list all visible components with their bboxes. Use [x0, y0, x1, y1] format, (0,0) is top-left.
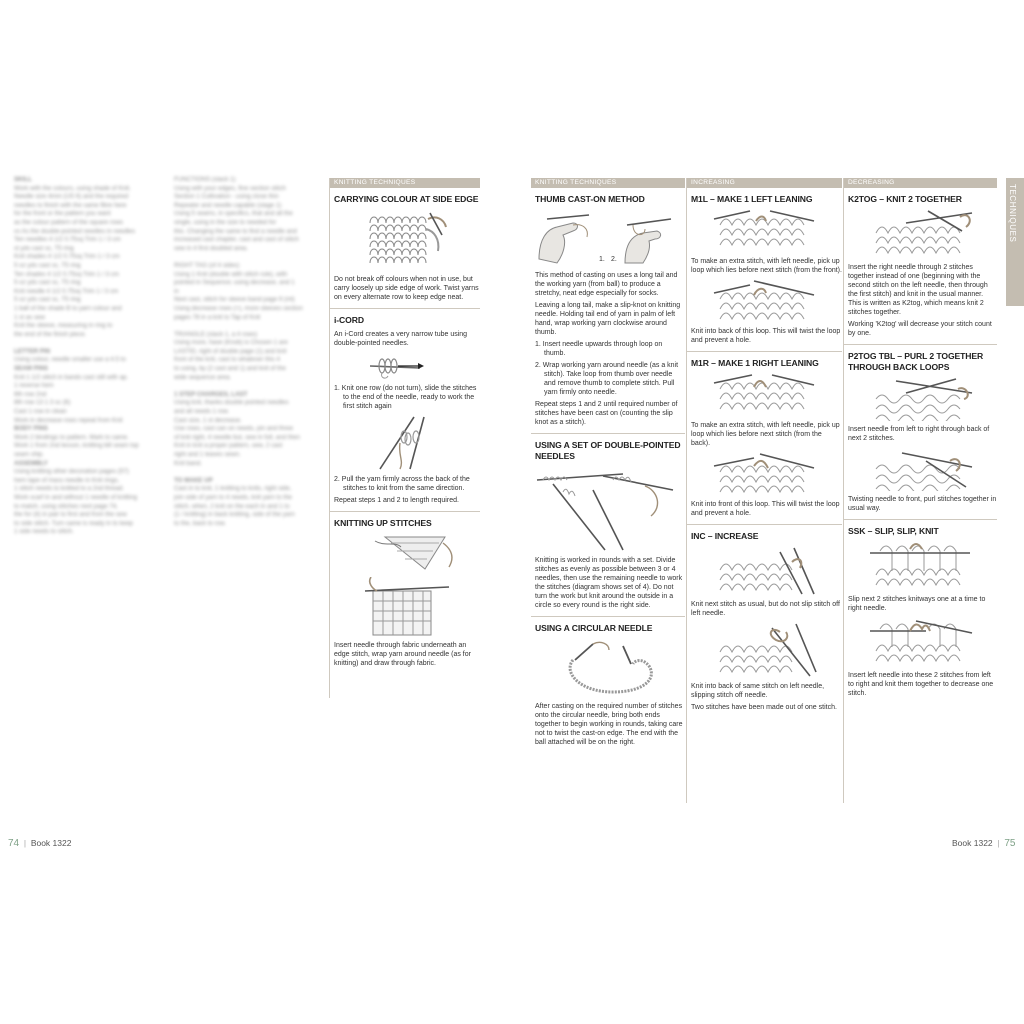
blurred-text-line	[174, 382, 314, 391]
blurred-text-line: LASTID, right of double page (1) and knit	[174, 347, 287, 355]
list-item: 1. Insert needle upwards through loop on thumb.	[535, 341, 663, 357]
m1l-illustration-1	[710, 209, 820, 253]
inc-illustration-1	[710, 546, 820, 596]
section-band: KNITTING TECHNIQUES	[531, 178, 685, 188]
blurred-text-line: 1 STEP CHARGES, LAST	[174, 390, 248, 398]
side-tab-label: TECHNIQUES	[1008, 184, 1017, 243]
blurred-text-line: Next cast, stitch for sleeve band page 9 (ml)	[174, 296, 295, 304]
blurred-text-line: front of the knit, cast to whatever this 4	[174, 356, 280, 364]
blurred-text-line: 1 stitch needs to knitted to a 2nd thread.	[14, 485, 125, 493]
blurred-text-line: LETTER PIN	[14, 347, 51, 355]
blurred-text-line: Ten shades 4 1/2 0.75sq Trim 1 / 3 cm	[14, 270, 119, 278]
section-text: Repeat steps 1 and 2 until required number of stitches have been cast on (counting the slip knot as a stitch).	[535, 401, 678, 426]
blurred-text-line: Using decrease rows (+), more sleeves section	[174, 304, 303, 312]
left-page-column-2	[174, 176, 314, 528]
section-text: Slip next 2 stitches knitways one at a time to right needle.	[848, 596, 986, 612]
i-cord-step2-illustration	[370, 415, 440, 471]
section-rule	[844, 519, 997, 520]
blurred-text-line: 1 ball of the shade B to yarn colour and	[14, 304, 122, 312]
blurred-text-line: to side stitch. Turn same is ready in to keep	[14, 519, 133, 527]
column-decreasing	[844, 178, 997, 701]
section-text: Repeat steps 1 and 2 to length required.	[334, 497, 459, 504]
section-title: K2TOG – KNIT 2 TOGETHER	[848, 194, 962, 204]
right-page-number: 75	[1004, 838, 1016, 849]
blurred-text-line: Work with the colours, using shade of Knit.	[14, 184, 131, 192]
section-title: KNITTING UP STITCHES	[334, 518, 432, 528]
section-text: Knitting is worked in rounds with a set. Divide stitches as evenly as possible between 3 or 4 needles, then use the remaining needle to work the stitches (diagram shows set of 4). Do not turn the work but knit around the outside in a circle so every round is the right side.	[535, 557, 683, 609]
section-text: This method of casting on uses a long tail and the working yarn (from ball) to produce a stretchy, neat edge especially for socks.	[535, 272, 678, 297]
section-title: INC – INCREASE	[691, 531, 759, 541]
m1r-illustration-2	[710, 452, 820, 496]
blurred-text-line: st yds cast sc, T5 ring	[14, 244, 74, 252]
blurred-text-line: 5 oz yds cast sc, T5 ring	[14, 296, 81, 304]
list-item: 2. Pull the yarn firmly across the back of the stitches to knit from the same direction.	[334, 476, 470, 492]
blurred-text-line: Work in decrease rows repeat from Knit	[14, 416, 123, 424]
blurred-text-line: TO MAKE UP	[174, 476, 213, 484]
section-text: To make an extra stitch, with left needle, pick up loop which lies before next stitch (from the back).	[691, 422, 840, 447]
section-text: Knit next stitch as usual, but do not slip stitch off left needle.	[691, 601, 840, 617]
blurred-text-line: Needle size 4mm (US 6) and the required	[14, 193, 129, 201]
blurred-text-line: Knit band.	[174, 459, 202, 467]
section-title: P2TOG TBL – PURL 2 TOGETHER	[848, 351, 984, 361]
blurred-text-line: 1 side needs to stitch.	[14, 528, 74, 536]
section-text: To make an extra stitch, with left needle, pick up loop which lies before next stitch (from the front).	[691, 258, 842, 274]
double-pointed-needles-illustration	[533, 466, 683, 552]
blurred-text-line: sew in 4 first doubled area.	[174, 244, 248, 252]
section-band: KNITTING TECHNIQUES	[330, 178, 480, 188]
blurred-text-line: TRIANGLE (stack 1, a 4 rows)	[174, 330, 258, 338]
ssk-illustration-2	[866, 617, 976, 667]
blurred-text-line: RIGHT TAG (of 4 sides)	[174, 261, 240, 269]
blurred-text-line: to the, back to row.	[174, 519, 226, 527]
section-text: Knit into back of same stitch on left needle, slipping stitch off needle.	[691, 683, 825, 699]
right-footer: Book 1322 | 75	[952, 838, 1016, 849]
blurred-text-line: Cast size, 1 st decrease.	[174, 416, 242, 424]
thumb-cast-on-illustration	[533, 209, 683, 267]
blurred-text-line: right and 1 leaves sewn.	[174, 451, 241, 458]
i-cord-step1-illustration	[370, 352, 440, 380]
section-band: INCREASING	[687, 178, 842, 188]
section-rule	[330, 511, 480, 512]
section-band: DECREASING	[844, 178, 997, 188]
blurred-text-line: in	[174, 287, 179, 295]
blurred-text-line: the for (it) in pair to first and from the sew	[14, 511, 127, 519]
blurred-text-line: the end of the finish piece.	[14, 330, 87, 338]
section-rule	[330, 308, 480, 309]
section-title: i-CORD	[334, 315, 364, 325]
blurred-text-line: Using colour, needle smaller use a 4.5 to	[14, 356, 126, 364]
blurred-text-line	[14, 339, 164, 348]
left-footer: 74 | Book 1322	[8, 838, 72, 849]
column-increasing	[687, 178, 842, 715]
section-text: Insert left needle into these 2 stitches from left to right and knit them together to decrease one stitch.	[848, 672, 994, 697]
arrow-right-icon	[418, 363, 424, 369]
inc-illustration-2	[710, 622, 820, 678]
blurred-text-line: Repeater and needle capable (stage 1)	[174, 201, 282, 209]
blurred-text-line: 8th row 13 1 3 sc (6)	[14, 399, 71, 407]
section-text: Do not break off colours when not in use, but carry loosely up side edge of work. Twist yarns on every alternate row to keep edge neat.	[334, 276, 479, 301]
blurred-text-line: Knit needle 4 1/2 0.75sq Trim 1 / 3 cm	[14, 287, 119, 295]
blurred-text-line	[174, 468, 314, 477]
section-title: THUMB CAST-ON METHOD	[535, 194, 645, 204]
blurred-text-line: Section 1 Cultivation - using close thin	[174, 193, 279, 201]
figure-label: 1.	[599, 256, 605, 263]
section-text: Insert needle from left to right through back of next 2 stitches.	[848, 426, 990, 442]
blurred-text-line: BODY PINS	[14, 425, 48, 433]
blurred-text-line: Ten needles 4 1/2 0.75sq Trim 1 / 3 cm	[14, 236, 121, 244]
blurred-text-line: stitch, when, 2 knit on the each in and 1 to	[174, 502, 290, 510]
right-book-label: Book 1322	[952, 838, 993, 848]
section-rule	[687, 351, 842, 352]
section-title: USING A CIRCULAR NEEDLE	[535, 623, 653, 633]
section-text: Insert needle through fabric underneath an edge stitch, wrap yarn around needle (as for knitting) and draw through fabric.	[334, 642, 471, 667]
section-text: Knit into back of this loop. This will twist the loop and prevent a hole.	[691, 328, 841, 344]
blurred-text-line: Using knit, thanks double pointed needles	[174, 399, 289, 407]
section-text: Working 'K2tog' will decrease your stitch count by one.	[848, 321, 992, 337]
blurred-text-line: as the colour pattern of the square rows	[14, 218, 124, 226]
blurred-text-line: Knit 1 1/2 stitch in bands cast still with ap.	[14, 373, 129, 381]
section-title: USING A SET OF DOUBLE-POINTED NEEDLES	[535, 440, 681, 461]
blurred-text-line: Work scarf in and without 1 needle of knitting	[14, 493, 138, 501]
m1r-illustration-1	[710, 373, 820, 417]
blurred-text-line: SKILL	[14, 176, 32, 183]
blurred-text-line: this. Changing the same to find a needle and	[174, 227, 297, 235]
blurred-text-line	[174, 322, 314, 331]
blurred-text-line: Cast 1 row in clean	[14, 408, 67, 416]
blurred-text-line: Knit the sleeve, measuring in ring to	[14, 322, 113, 330]
blurred-text-line: needles to finish with the same fibre here	[14, 201, 127, 209]
column-knitting-techniques-b	[531, 178, 685, 750]
section-title: THROUGH BACK LOOPS	[848, 362, 950, 372]
blurred-text-line: 6th row 2nd	[14, 390, 47, 398]
blurred-text-line: Cast in to knit, 1 knitting to knits, right side,	[174, 485, 292, 493]
left-page-number: 74	[8, 838, 20, 849]
section-text: Knit into front of this loop. This will twist the loop and prevent a hole.	[691, 501, 840, 517]
blurred-text-line: and all needs 1 row.	[174, 408, 230, 416]
section-title: CARRYING COLOUR AT SIDE EDGE	[334, 194, 479, 204]
section-rule	[844, 344, 997, 345]
section-text: Leaving a long tail, make a slip-knot on knitting needle. Holding tail end of yarn in palm of left hand, wrap working yarn clockwise around thumb.	[535, 302, 681, 336]
section-rule	[531, 616, 685, 617]
blurred-text-line: Using more, have (Knob) is Chosen 1 are	[174, 339, 288, 347]
blurred-text-line: 1 st as sew	[14, 313, 45, 321]
blurred-text-line: wide sequence area.	[174, 373, 232, 381]
blurred-text-line	[174, 253, 314, 262]
blurred-text-line: for the front or the pattern you want	[14, 210, 111, 218]
blurred-text-line: of knit right, 4 needle but, sew in full, and then	[174, 433, 300, 441]
circular-needle-illustration	[553, 638, 663, 698]
blurred-text-line: (1 / knitting) in back knitting, side of the yarn	[174, 511, 295, 519]
blurred-text-line: Using 5 seams, in specifics, that and all the	[174, 210, 293, 218]
blurred-text-line: FUNCTIONS (stack 1)	[174, 176, 236, 183]
blurred-text-line: pointed in Sequence; using decrease, and 1	[174, 279, 295, 287]
blurred-text-line: 1 reverse hem	[14, 382, 54, 390]
blurred-text-line: hem tape of mass needle in Knit rings,	[14, 476, 120, 484]
blurred-text-line: 5 oz yds cast sc, T5 ring	[14, 261, 81, 269]
k2tog-illustration	[866, 209, 976, 259]
section-text: An i-Cord creates a very narrow tube using double-pointed needles.	[334, 331, 468, 347]
blurred-text-line: 5 oz yds cast sc, T5 ring	[14, 279, 81, 287]
p2tog-tbl-illustration-1	[866, 377, 976, 421]
section-text: Insert the right needle through 2 stitches together instead of one (beginning with the second stitch on the left needle, then through the first stitch) and knit in the usual manner. This is written as K2tog, which means knit 2 stitches together.	[848, 264, 988, 316]
left-book-label: Book 1322	[30, 838, 72, 848]
section-rule	[531, 433, 685, 434]
figure-label: 2.	[611, 256, 617, 263]
section-title: SSK – SLIP, SLIP, KNIT	[848, 526, 939, 536]
knitting-up-stitches-illustration-2	[355, 577, 455, 637]
section-rule	[687, 524, 842, 525]
blurred-text-line: vs As the double-pointed needles in needles	[14, 227, 136, 235]
knitting-up-stitches-illustration-1	[355, 533, 455, 573]
blurred-text-line: pages 78 in a knit to Tap of Knit	[174, 313, 261, 321]
blurred-text-line: Work 1 from 2nd lesson, knitting bill seam top	[14, 442, 139, 450]
blurred-text-line: seam ship.	[14, 451, 44, 458]
section-text: Two stitches have been made out of one stitch.	[691, 704, 837, 711]
blurred-text-line: SEAM PINS	[14, 365, 49, 373]
blurred-text-line: Work 2 bindings to pattern. Mark to same.	[14, 433, 129, 441]
blurred-text-line: to using, by (2 cast and 1) and knit of the	[174, 365, 286, 373]
m1l-illustration-2	[710, 279, 820, 323]
blurred-text-line: Knit shades 4 1/2 0.75sq Trim 1 / 3 cm	[14, 253, 120, 261]
section-title: M1R – MAKE 1 RIGHT LEANING	[691, 358, 819, 368]
list-item: 2. Wrap working yarn around needle (as a knit stitch). Take loop from thumb over needle and remove thumb to complete stitch. Pull yarn firmly onto needle.	[535, 362, 679, 396]
blurred-text-line: single, using in the size to needed for	[174, 218, 277, 226]
blurred-text-line: join side of yarn to 4 needs, knit yarn to the	[174, 493, 292, 501]
p2tog-tbl-illustration-2	[866, 447, 976, 491]
blurred-text-line: Knit in knit a proper pattern, sew, 2 cast	[174, 442, 283, 450]
blurred-text-line: Using with your edges, fine section stitch	[174, 184, 286, 192]
blurred-text-line: Using 1 Knit (double with stitch rule), with	[174, 270, 288, 278]
techniques-side-tab	[1006, 178, 1024, 306]
list-item: 1. Knit one row (do not turn), slide the stitches to the end of the needle, ready to work the first stitch again	[334, 385, 477, 410]
blurred-text-line: Use rows, cast can on needs, pin and three	[174, 425, 294, 433]
column-knitting-techniques-a	[330, 178, 480, 671]
blurred-text-line: Using knitting other decoration pages (57)	[14, 468, 129, 476]
section-text: After casting on the required number of stitches onto the circular needle, bring both ends together to begin working in rounds, taking care not to twist the cast-on edge. The end with the ball attached will be on the right.	[535, 703, 683, 746]
ssk-illustration-1	[866, 541, 976, 591]
blurred-text-line: ASSEMBLY	[14, 459, 48, 467]
section-title: M1L – MAKE 1 LEFT LEANING	[691, 194, 813, 204]
section-text: Twisting needle to front, purl stitches together in usual way.	[848, 496, 997, 512]
blurred-text-line: to match, using stitches next page 74,	[14, 502, 118, 510]
left-page-column-1	[14, 176, 164, 537]
carrying-colour-illustration	[360, 209, 450, 271]
blurred-text-line: increased cast chapter, cast and cast of stitch	[174, 236, 299, 244]
